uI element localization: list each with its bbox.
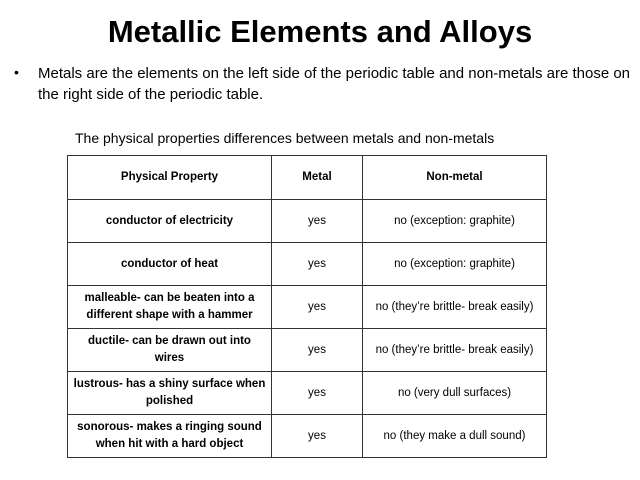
metal-cell: yes	[272, 372, 363, 415]
metal-cell: yes	[272, 200, 363, 243]
table-row	[68, 329, 547, 372]
header-nonmetal: Non-metal	[363, 156, 547, 200]
property-cell: sonorous- makes a ringing sound when hit with a hard object	[68, 415, 272, 458]
nonmetal-cell: no (they’re brittle- break easily)	[363, 286, 547, 329]
table-caption: The physical properties differences between metals and non-metals	[75, 130, 495, 146]
table-row	[68, 372, 547, 415]
slide-title: Metallic Elements and Alloys	[107, 14, 533, 49]
nonmetal-cell: no (they’re brittle- break easily)	[363, 329, 547, 372]
nonmetal-cell: no (very dull surfaces)	[363, 372, 547, 415]
bullet-icon: •	[14, 64, 19, 80]
metal-cell: yes	[272, 329, 363, 372]
table-header-row	[68, 156, 547, 200]
metal-cell: yes	[272, 415, 363, 458]
nonmetal-cell: no (they make a dull sound)	[363, 415, 547, 458]
bullet-text: Metals are the elements on the left side of the periodic table and non-metals are those on the right side of the periodic table.	[38, 65, 631, 103]
metal-cell: yes	[272, 243, 363, 286]
metal-cell: yes	[272, 286, 363, 329]
property-cell: malleable- can be beaten into a different shape with a hammer	[68, 286, 272, 329]
table-row	[68, 415, 547, 458]
table-row	[68, 200, 547, 243]
property-cell: lustrous- has a shiny surface when polished	[68, 372, 272, 415]
table-row	[68, 243, 547, 286]
properties-table	[67, 155, 547, 458]
table-row	[68, 286, 547, 329]
header-metal: Metal	[272, 156, 363, 200]
header-property: Physical Property	[68, 156, 272, 200]
property-cell: conductor of electricity	[68, 200, 272, 243]
property-cell: conductor of heat	[68, 243, 272, 286]
property-cell: ductile- can be drawn out into wires	[68, 329, 272, 372]
nonmetal-cell: no (exception: graphite)	[363, 243, 547, 286]
nonmetal-cell: no (exception: graphite)	[363, 200, 547, 243]
